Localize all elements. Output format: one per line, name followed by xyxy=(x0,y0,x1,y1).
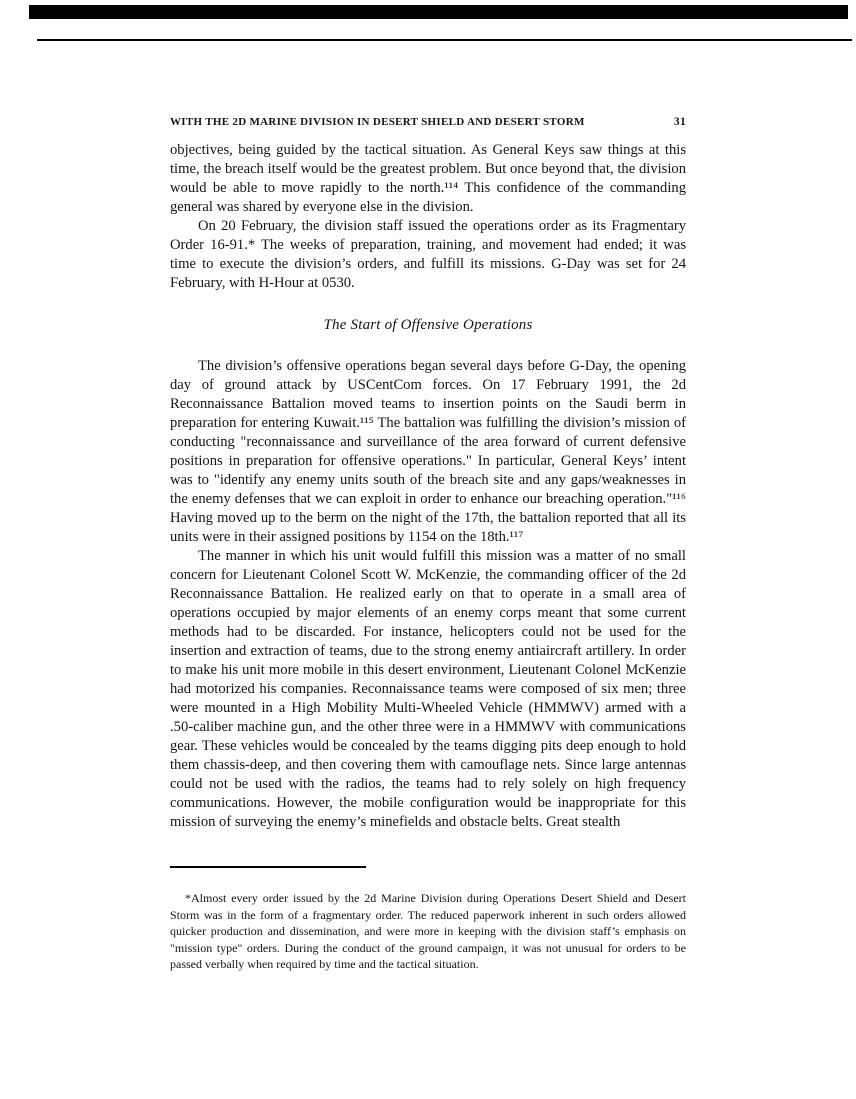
running-header-title: WITH THE 2D MARINE DIVISION IN DESERT SHIELD AND DESERT STORM xyxy=(170,116,585,128)
top-thin-rule xyxy=(37,39,852,41)
top-black-bar xyxy=(29,5,848,19)
section-heading: The Start of Offensive Operations xyxy=(323,317,533,333)
page-number: 31 xyxy=(673,116,686,128)
paragraph-frag-order: On 20 February, the division staff issued the operations order as its Fragmentary Order 16-91.* The weeks of preparation, training, and movement had ended; it was time to execute the division’s orders, and fulfill its missions. G-Day was set for 24 February, with H-Hour at 0530. xyxy=(170,218,686,291)
page-body xyxy=(170,116,686,832)
footnote-block xyxy=(170,866,686,973)
paragraph-offensive-operations: The division’s offensive operations began several days before G-Day, the opening day of ground attack by USCentCom forces. On 17 February 1991, the 2d Reconnaissance Battalion moved teams to insertion points on the Saudi berm in preparation for entering Kuwait.¹¹⁵ The battalion was fulfilling the division’s mission of conducting "reconnaissance and surveillance of the area forward of current defensive positions in preparation for offensive operations." In particular, General Keys’ intent was to "identify any enemy units south of the breach site and any gaps/weaknesses in the enemy defenses that we can exploit in order to enhance our breaching operation."¹¹⁶ Having moved up to the berm on the night of the 17th, the battalion reported that all its units were in their assigned positions by 1154 on the 18th.¹¹⁷ xyxy=(170,358,686,545)
footnote-text: *Almost every order issued by the 2d Marine Division during Operations Desert Shield and Desert Storm was in the form of a fragmentary order. The reduced paperwork inherent in such orders allowed quicker production and dissemination, and were more in keeping with the division staff’s emphasis on "mission type" orders. During the conduct of the ground campaign, it was not unusual for orders to be passed verbally when required by time and the tactical situation. xyxy=(170,891,686,971)
paragraph-mckenzie: The manner in which his unit would fulfill this mission was a matter of no small concern for Lieutenant Colonel Scott W. McKenzie, the commanding officer of the 2d Reconnaissance Battalion. He realized early on that to operate in a small area of operations occupied by major elements of an enemy corps meant that some current methods had to be discarded. For instance, helicopters could not be used for the insertion and extraction of teams, due to the strong enemy antiaircraft artillery. In order to make his unit more mobile in this desert environment, Lieutenant Colonel McKenzie had motorized his companies. Reconnaissance teams were composed of six men; three were mounted in a High Mobility Multi-Wheeled Vehicle (HMMWV) armed with a .50-caliber machine gun, and the other three were in a HMMWV with communications gear. These vehicles would be concealed by the teams digging pits deep enough to hold them chassis-deep, and then covering them with camouflage nets. Since large antennas could not be used with the radios, the teams had to rely solely on high frequency communications. However, the mobile configuration would be inappropriate for this mission of surveying the enemy’s minefields and obstacle belts. Great stealth xyxy=(170,548,686,830)
running-header xyxy=(170,116,686,128)
footnote-separator-rule xyxy=(170,866,366,868)
paragraph-objectives: objectives, being guided by the tactical situation. As General Keys saw things at this time, the breach itself would be the greatest problem. But once beyond that, the division would be able to move rapidly to the north.¹¹⁴ This confidence of the commanding general was shared by everyone else in the division. xyxy=(170,142,686,215)
